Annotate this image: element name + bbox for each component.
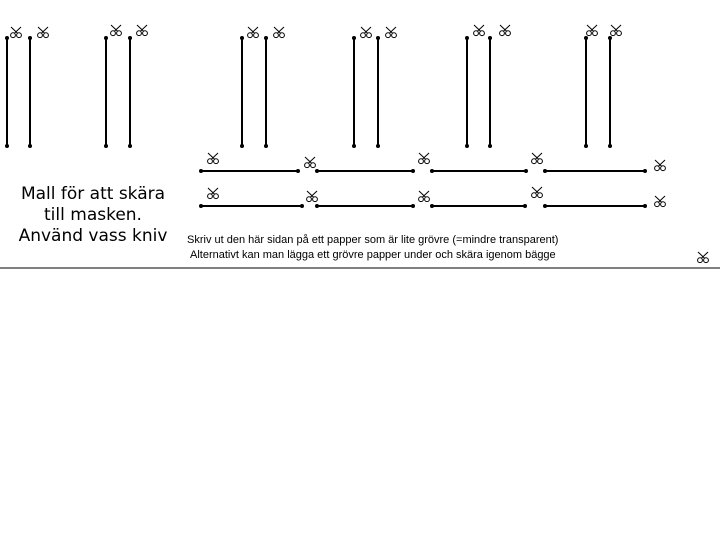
scissors-icon — [474, 25, 485, 36]
scissors-icon — [386, 27, 397, 38]
scissors-icon — [655, 196, 666, 207]
scissors-icon — [11, 27, 22, 38]
scissors-icon — [248, 27, 259, 38]
horizontal-cut-dots — [199, 169, 647, 208]
vertical-cut-lines — [7, 38, 610, 146]
scissors-icon — [611, 25, 622, 36]
scissors-icon — [208, 188, 219, 199]
scissors-icon — [137, 25, 148, 36]
scissors-icon — [305, 157, 316, 168]
template-title — [8, 184, 178, 247]
scissors-icon — [208, 153, 219, 164]
scissors-icon — [361, 27, 372, 38]
scissors-icon — [274, 27, 285, 38]
scissors-icon — [111, 25, 122, 36]
scissors-icon — [532, 153, 543, 164]
scissors-icon — [532, 187, 543, 198]
scissors-icon — [419, 153, 430, 164]
alternative-instruction: Alternativt kan man lägga ett grövre papper under och skära igenom bägge — [190, 249, 556, 261]
title-line: Använd vass kniv — [18, 226, 168, 246]
scissors-icon — [655, 160, 666, 171]
scissors-icon — [307, 191, 318, 202]
title-line: till masken. — [44, 205, 142, 225]
title-line: Mall för att skära — [20, 184, 166, 204]
scissors-icon — [587, 25, 598, 36]
scissors-icon — [38, 27, 49, 38]
scissors-icon — [419, 191, 430, 202]
vertical-cut-dots — [5, 36, 612, 148]
print-instruction: Skriv ut den här sidan på ett papper som är lite grövre (=mindre transparent) — [187, 234, 559, 246]
scissors-icon — [698, 252, 709, 263]
scissors-icon — [500, 25, 511, 36]
